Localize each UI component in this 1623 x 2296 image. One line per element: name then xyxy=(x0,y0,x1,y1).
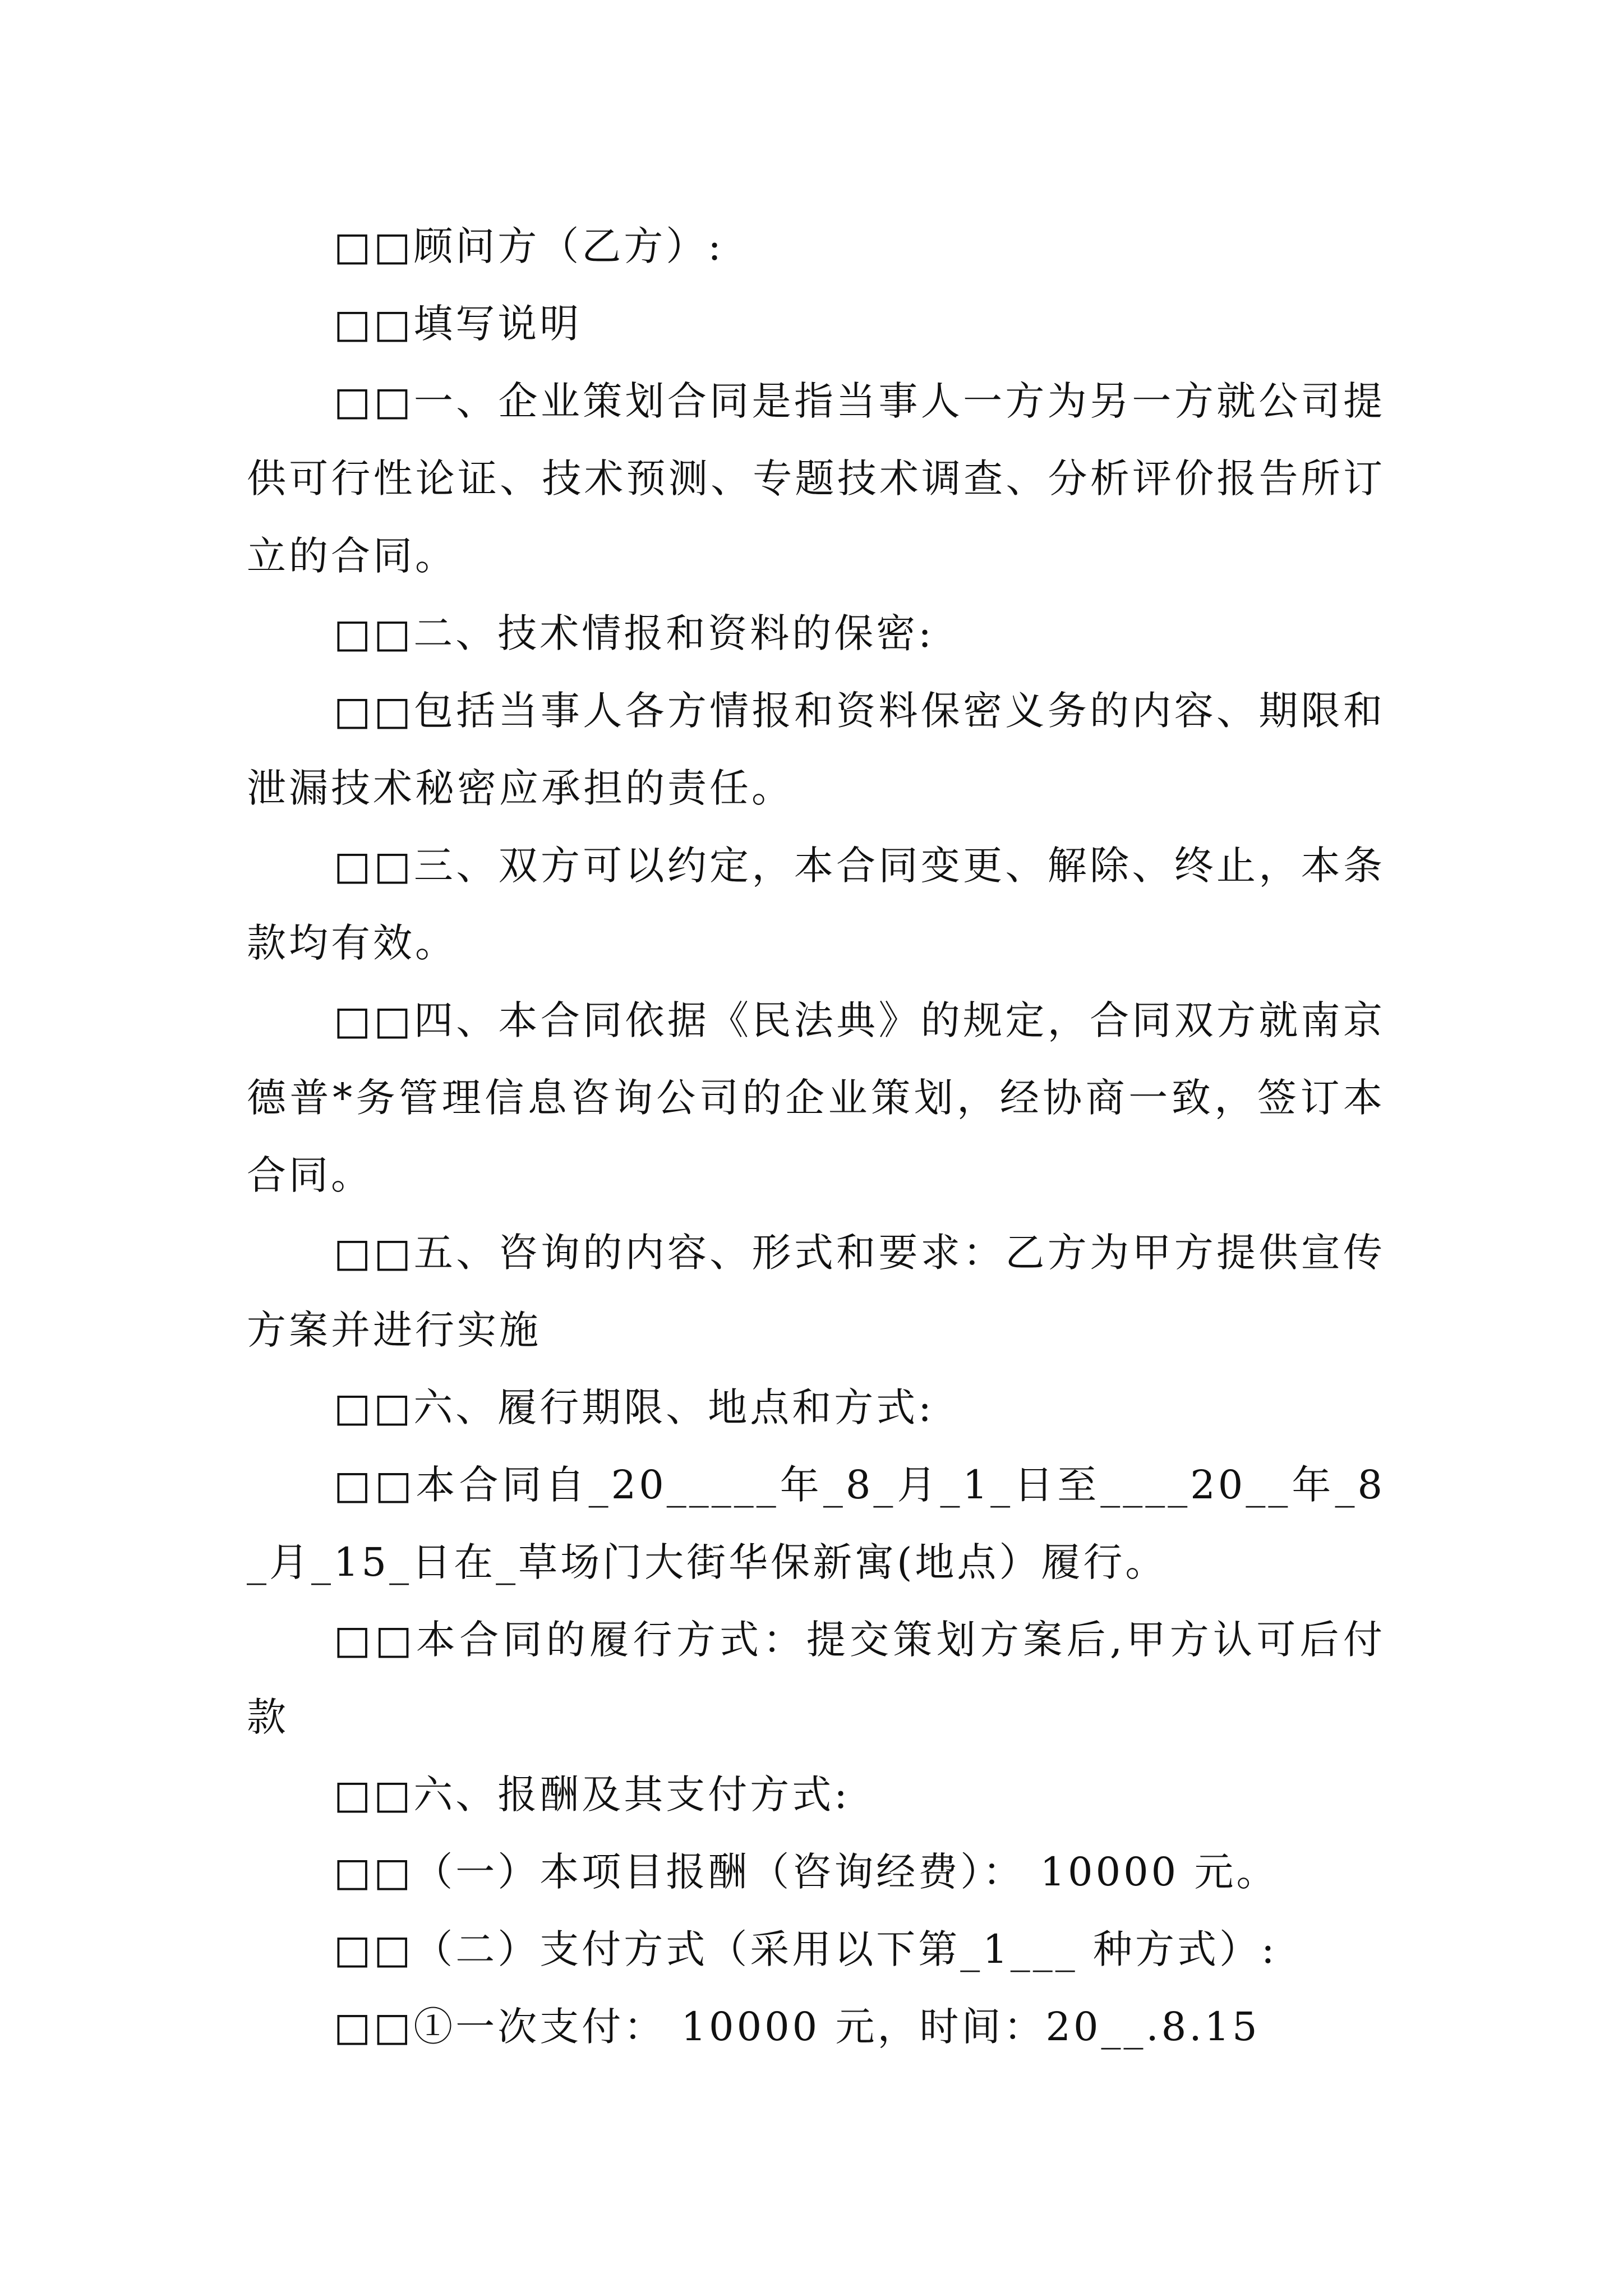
paragraph-lump-sum-payment: □□①一次支付： 10000 元，时间：20__.8.15 xyxy=(334,2004,1260,2050)
paragraph-confidentiality-detail: □□包括当事人各方情报和资料保密义务的内容、期限和泄漏技术秘密应承担的责任。 xyxy=(247,688,1385,811)
document-body xyxy=(247,208,1385,2065)
paragraph-clause-5-content: □□五、咨询的内容、形式和要求：乙方为甲方提供宣传方案并进行实施 xyxy=(247,1230,1385,1353)
paragraph-clause-4-legal-basis: □□四、本合同依据《民法典》的规定，合同双方就南京德普*务管理信息咨询公司的企业策划，经协商一致，签订本合同。 xyxy=(247,997,1385,1198)
paragraph-consultant-party: □□顾问方（乙方）: xyxy=(334,223,724,269)
paragraph-payment-method: □□（二）支付方式（采用以下第_1___ 种方式）: xyxy=(334,1926,1278,1972)
paragraph-performance-method: □□本合同的履行方式：提交策划方案后,甲方认可后付款 xyxy=(247,1617,1385,1740)
paragraph-instructions-heading: □□填写说明 xyxy=(334,301,582,347)
paragraph-term-dates: □□本合同自_20_____年_8_月_1_日至____20__年_8_月_15_日在_草场门大街华保新寓(地点）履行。 xyxy=(247,1462,1385,1585)
paragraph-clause-6-term: □□六、履行期限、地点和方式: xyxy=(334,1384,934,1430)
paragraph-fee-amount: □□（一）本项目报酬（咨询经费）： 10000 元。 xyxy=(334,1849,1279,1895)
paragraph-clause-3-validity: □□三、双方可以约定，本合同变更、解除、终止，本条款均有效。 xyxy=(247,843,1385,966)
paragraph-clause-1-definition: □□一、企业策划合同是指当事人一方为另一方就公司提供可行性论证、技术预测、专题技术调查、分析评价报告所订立的合同。 xyxy=(247,378,1385,579)
paragraph-clause-2-confidentiality: □□二、技术情报和资料的保密: xyxy=(334,610,934,656)
paragraph-clause-6-payment: □□六、报酬及其支付方式: xyxy=(334,1772,850,1818)
